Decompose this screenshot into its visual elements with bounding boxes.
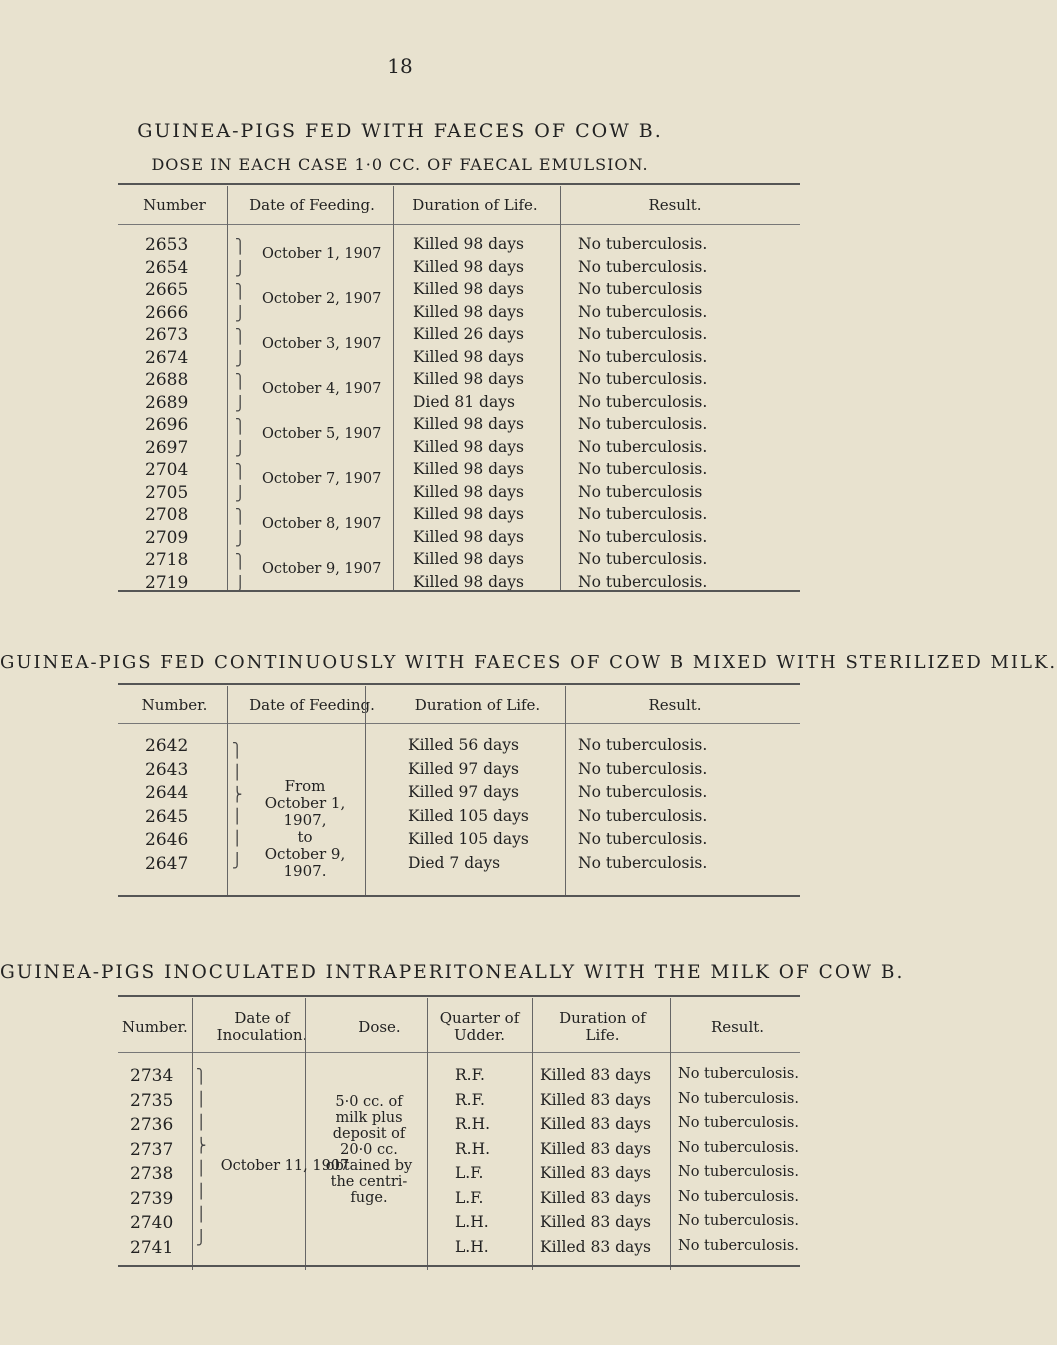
table1-bottom-rule <box>118 590 800 592</box>
row-duration: Killed 83 days <box>540 1066 651 1084</box>
row-duration: Died 81 days <box>413 392 515 411</box>
row-number: 2643 <box>145 759 189 780</box>
table2-header-duration: Duration of Life. <box>414 696 541 714</box>
table1-header-number: Number <box>143 196 206 214</box>
row-number: 2696 <box>145 415 189 435</box>
row-result: No tuberculosis. <box>578 347 708 366</box>
row-number: 2705 <box>145 482 189 503</box>
row-number: 2741 <box>130 1237 174 1258</box>
row-brace: ⎫ ⎭ <box>235 464 246 502</box>
table2-col-divider <box>365 686 366 896</box>
row-quarter: R.F. <box>455 1090 485 1109</box>
table3-dose <box>310 1094 428 1206</box>
row-quarter: R.F. <box>455 1066 485 1084</box>
row-quarter: L.F. <box>455 1188 484 1207</box>
table3-brace: ⎫ ⎪ ⎪ ⎬ ⎪ ⎪ ⎪ ⎭ <box>196 1069 207 1246</box>
row-duration: Killed 98 days <box>413 482 524 501</box>
row-result: No tuberculosis. <box>578 830 708 848</box>
row-number: 2646 <box>145 830 189 850</box>
table2-title: GUINEA-PIGS FED CONTINUOUSLY WITH FAECES OF COW B MIXED WITH STERILIZED MILK. <box>0 652 1057 673</box>
table2-header-rule <box>118 723 800 724</box>
row-number: 2647 <box>145 853 189 874</box>
table1-col-divider <box>227 186 228 591</box>
row-number: 2673 <box>145 325 189 345</box>
date-to-label: to <box>297 828 313 846</box>
row-result: No tuberculosis. <box>578 527 708 546</box>
table3-bottom-rule <box>118 1265 800 1267</box>
row-duration: Killed 83 days <box>540 1213 651 1231</box>
dose-line: 5·0 cc. of <box>335 1094 403 1110</box>
row-brace: ⎫ ⎭ <box>235 239 246 277</box>
row-result: No tuberculosis. <box>678 1213 799 1229</box>
row-result: No tuberculosis. <box>578 460 708 478</box>
row-duration: Killed 98 days <box>413 527 524 546</box>
row-duration: Died 7 days <box>408 853 501 872</box>
table3-header-number: Number. <box>122 1018 188 1036</box>
row-result: No tuberculosis. <box>578 853 708 872</box>
row-result: No tuberculosis. <box>578 370 708 388</box>
row-result: No tuberculosis. <box>578 783 708 801</box>
table2-header-number: Number. <box>141 696 208 714</box>
row-brace: ⎫ ⎭ <box>235 284 246 322</box>
row-duration: Killed 98 days <box>413 347 524 366</box>
row-duration: Killed 98 days <box>413 572 524 591</box>
row-quarter: L.F. <box>455 1164 484 1182</box>
dose-line: milk plus <box>335 1110 403 1126</box>
row-result: No tuberculosis. <box>678 1090 799 1107</box>
row-duration: Killed 56 days <box>408 736 519 754</box>
dose-line: 20·0 cc. <box>340 1142 398 1158</box>
row-date: October 4, 1907 <box>262 381 382 398</box>
row-duration: Killed 83 days <box>540 1164 651 1182</box>
header-line: Udder. <box>453 1026 505 1044</box>
table3-col-divider <box>192 998 193 1270</box>
row-result: No tuberculosis. <box>578 302 708 321</box>
dose-line: fuge. <box>350 1190 388 1206</box>
table2-date-range <box>245 778 365 880</box>
header-line: Inoculation. <box>216 1026 308 1044</box>
row-number: 2736 <box>130 1115 174 1135</box>
row-date: October 2, 1907 <box>262 291 382 308</box>
page-number: 18 <box>387 54 413 78</box>
row-duration: Killed 83 days <box>540 1188 651 1207</box>
table1-header-rule <box>118 224 800 225</box>
row-duration: Killed 98 days <box>413 460 524 478</box>
table2-header-date: Date of Feeding. <box>249 696 375 714</box>
row-result: No tuberculosis. <box>678 1139 799 1156</box>
row-duration: Killed 26 days <box>413 325 524 343</box>
row-quarter: R.H. <box>455 1139 491 1158</box>
row-number: 2665 <box>145 280 189 300</box>
row-number: 2704 <box>145 460 189 480</box>
row-number: 2709 <box>145 527 189 548</box>
row-result: No tuberculosis. <box>578 437 708 456</box>
row-result: No tuberculosis. <box>578 415 708 433</box>
table1-header-result: Result. <box>648 196 702 214</box>
table3-header-date <box>192 1010 332 1044</box>
row-duration: Killed 83 days <box>540 1139 651 1158</box>
row-result: No tuberculosis. <box>578 759 708 778</box>
row-brace: ⎫ ⎭ <box>235 329 246 367</box>
row-date: October 7, 1907 <box>262 471 382 488</box>
dose-line: deposit of <box>332 1126 406 1142</box>
row-quarter: L.H. <box>455 1237 489 1256</box>
date-start: October 1, 1907, <box>264 794 346 829</box>
row-number: 2708 <box>145 505 189 525</box>
row-number: 2644 <box>145 783 189 803</box>
table1-header-duration: Duration of Life. <box>412 196 538 214</box>
table3-col-divider <box>532 998 533 1270</box>
table1-header-date: Date of Feeding. <box>249 196 375 214</box>
row-result: No tuberculosis. <box>578 392 708 411</box>
row-result: No tuberculosis. <box>578 572 708 591</box>
row-duration: Killed 98 days <box>413 235 524 253</box>
row-duration: Killed 105 days <box>408 806 529 825</box>
table1-title: GUINEA-PIGS FED WITH FAECES OF COW B. <box>137 120 663 142</box>
row-number: 2674 <box>145 347 189 368</box>
table2-brace: ⎫ ⎪ ⎬ ⎪ ⎪ ⎭ <box>232 743 243 869</box>
row-result: No tuberculosis. <box>578 505 708 523</box>
row-result: No tuberculosis. <box>578 806 708 825</box>
row-date: October 8, 1907 <box>262 516 382 533</box>
row-duration: Killed 98 days <box>413 280 524 298</box>
row-number: 2738 <box>130 1164 174 1184</box>
row-result: No tuberculosis. <box>678 1164 799 1180</box>
table3-date: October 11, 1907 <box>220 1158 350 1174</box>
header-line: Quarter of <box>439 1009 520 1027</box>
table1-col-divider <box>393 186 394 591</box>
table3-header-result: Result. <box>710 1018 765 1036</box>
table2-col-divider <box>565 686 566 896</box>
row-number: 2739 <box>130 1188 174 1209</box>
date-end: October 9, 1907. <box>264 845 346 880</box>
row-number: 2666 <box>145 302 189 323</box>
table3-header-rule <box>118 1052 800 1053</box>
table1-col-divider <box>560 186 561 591</box>
row-duration: Killed 105 days <box>408 830 529 848</box>
row-number: 2689 <box>145 392 189 413</box>
row-result: No tuberculosis. <box>578 736 708 754</box>
row-result: No tuberculosis. <box>578 550 708 568</box>
row-duration: Killed 97 days <box>408 759 519 778</box>
table3-header-quarter <box>427 1010 532 1044</box>
row-brace: ⎫ ⎭ <box>235 554 246 592</box>
dose-line: obtained by <box>325 1158 413 1174</box>
row-duration: Killed 98 days <box>413 505 524 523</box>
row-quarter: L.H. <box>455 1213 489 1231</box>
row-duration: Killed 98 days <box>413 370 524 388</box>
row-duration: Killed 83 days <box>540 1237 651 1256</box>
row-duration: Killed 97 days <box>408 783 519 801</box>
row-date: October 3, 1907 <box>262 336 382 353</box>
row-duration: Killed 98 days <box>413 257 524 276</box>
row-number: 2697 <box>145 437 189 458</box>
table3-col-divider <box>305 998 306 1270</box>
table3-title: GUINEA-PIGS INOCULATED INTRAPERITONEALLY WITH THE MILK OF COW B. <box>0 962 905 983</box>
row-duration: Killed 83 days <box>540 1115 651 1133</box>
row-result: No tuberculosis. <box>678 1237 799 1254</box>
header-line: Date of <box>234 1009 290 1027</box>
header-line: Life. <box>585 1026 620 1044</box>
row-result: No tuberculosis <box>578 482 703 501</box>
row-number: 2737 <box>130 1139 174 1160</box>
header-line: Duration of <box>559 1009 646 1027</box>
row-result: No tuberculosis. <box>578 257 708 276</box>
table1-top-rule <box>118 183 800 185</box>
row-date: October 9, 1907 <box>262 561 382 578</box>
row-number: 2740 <box>130 1213 174 1233</box>
row-number: 2645 <box>145 806 189 827</box>
table3-header-duration <box>535 1010 670 1044</box>
row-result: No tuberculosis <box>578 280 703 298</box>
row-duration: Killed 98 days <box>413 302 524 321</box>
table3-top-rule <box>118 995 800 997</box>
row-number: 2718 <box>145 550 189 570</box>
row-brace: ⎫ ⎭ <box>235 419 246 457</box>
row-number: 2735 <box>130 1090 174 1111</box>
row-number: 2688 <box>145 370 189 390</box>
row-brace: ⎫ ⎭ <box>235 374 246 412</box>
row-number: 2719 <box>145 572 189 593</box>
table1-subtitle: DOSE IN EACH CASE 1·0 CC. OF FAECAL EMULSION. <box>151 155 649 174</box>
table2-header-result: Result. <box>648 696 702 714</box>
date-from-label: From <box>284 777 326 795</box>
table3-col-divider <box>670 998 671 1270</box>
row-duration: Killed 83 days <box>540 1090 651 1109</box>
table3-header-dose: Dose. <box>358 1018 401 1036</box>
row-result: No tuberculosis. <box>578 235 708 253</box>
table2-top-rule <box>118 683 800 685</box>
row-duration: Killed 98 days <box>413 550 524 568</box>
row-brace: ⎫ ⎭ <box>235 509 246 547</box>
row-result: No tuberculosis. <box>678 1115 799 1131</box>
row-date: October 5, 1907 <box>262 426 382 443</box>
row-number: 2642 <box>145 736 189 756</box>
row-result: No tuberculosis. <box>678 1188 799 1205</box>
row-number: 2734 <box>130 1066 174 1086</box>
row-result: No tuberculosis. <box>678 1066 799 1082</box>
dose-line: the centri- <box>330 1174 408 1190</box>
row-date: October 1, 1907 <box>262 246 382 263</box>
table2-bottom-rule <box>118 895 800 897</box>
row-number: 2653 <box>145 235 189 255</box>
row-result: No tuberculosis. <box>578 325 708 343</box>
row-quarter: R.H. <box>455 1115 491 1133</box>
row-number: 2654 <box>145 257 189 278</box>
row-duration: Killed 98 days <box>413 437 524 456</box>
table2-col-divider <box>227 686 228 896</box>
row-duration: Killed 98 days <box>413 415 524 433</box>
